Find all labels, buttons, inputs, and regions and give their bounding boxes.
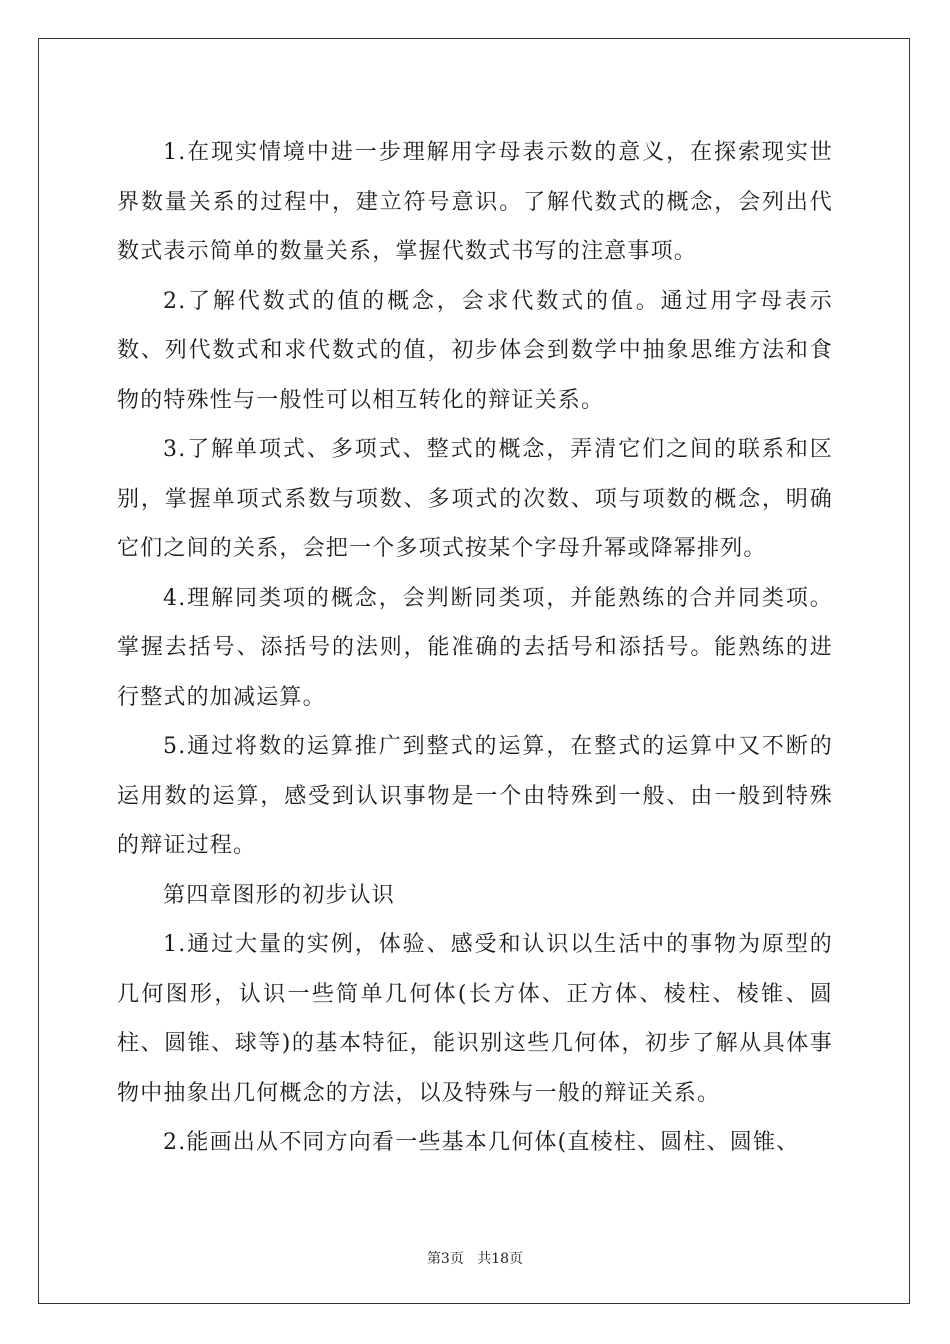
page-total: 共18页 (477, 1251, 524, 1267)
page-number: 第3页 (426, 1251, 464, 1267)
document-body (117, 128, 833, 1168)
paragraph-5: 5.通过将数的运算推广到整式的运算，在整式的运算中又不断的运用数的运算，感受到认识事物是一个由特殊到一般、由一般到特殊的辩证过程。 (117, 734, 833, 858)
page-footer (0, 1248, 950, 1268)
paragraph-6: 1.通过大量的实例，体验、感受和认识以生活中的事物为原型的几何图形，认识一些简单几何体(长方体、正方体、棱柱、棱锥、圆柱、圆锥、球等)的基本特征，能识别这些几何体，初步了解从具体事物中抽象出几何概念的方法，以及特殊与一般的辩证关系。 (117, 932, 833, 1106)
paragraph-3: 3.了解单项式、多项式、整式的概念，弄清它们之间的联系和区别，掌握单项式系数与项数、多项式的次数、项与项数的概念，明确它们之间的关系，会把一个多项式按某个字母升幂或降幂排列。 (117, 437, 833, 561)
paragraph-7: 2.能画出从不同方向看一些基本几何体(直棱柱、圆柱、圆锥、 (163, 1130, 800, 1155)
chapter-heading: 第四章图形的初步认识 (163, 882, 396, 908)
paragraph-2: 2.了解代数式的值的概念，会求代数式的值。通过用字母表示数、列代数式和求代数式的值，初步体会到数学中抽象思维方法和食物的特殊性与一般性可以相互转化的辩证关系。 (117, 288, 833, 413)
paragraph-4: 4.理解同类项的概念，会判断同类项，并能熟练的合并同类项。掌握去括号、添括号的法则，能准确的去括号和添括号。能熟练的进行整式的加减运算。 (117, 585, 833, 710)
paragraph-1: 1.在现实情境中进一步理解用字母表示数的意义，在探索现实世界数量关系的过程中，建立符号意识。了解代数式的概念，会列出代数式表示简单的数量关系，掌握代数式书写的注意事项。 (117, 140, 833, 264)
